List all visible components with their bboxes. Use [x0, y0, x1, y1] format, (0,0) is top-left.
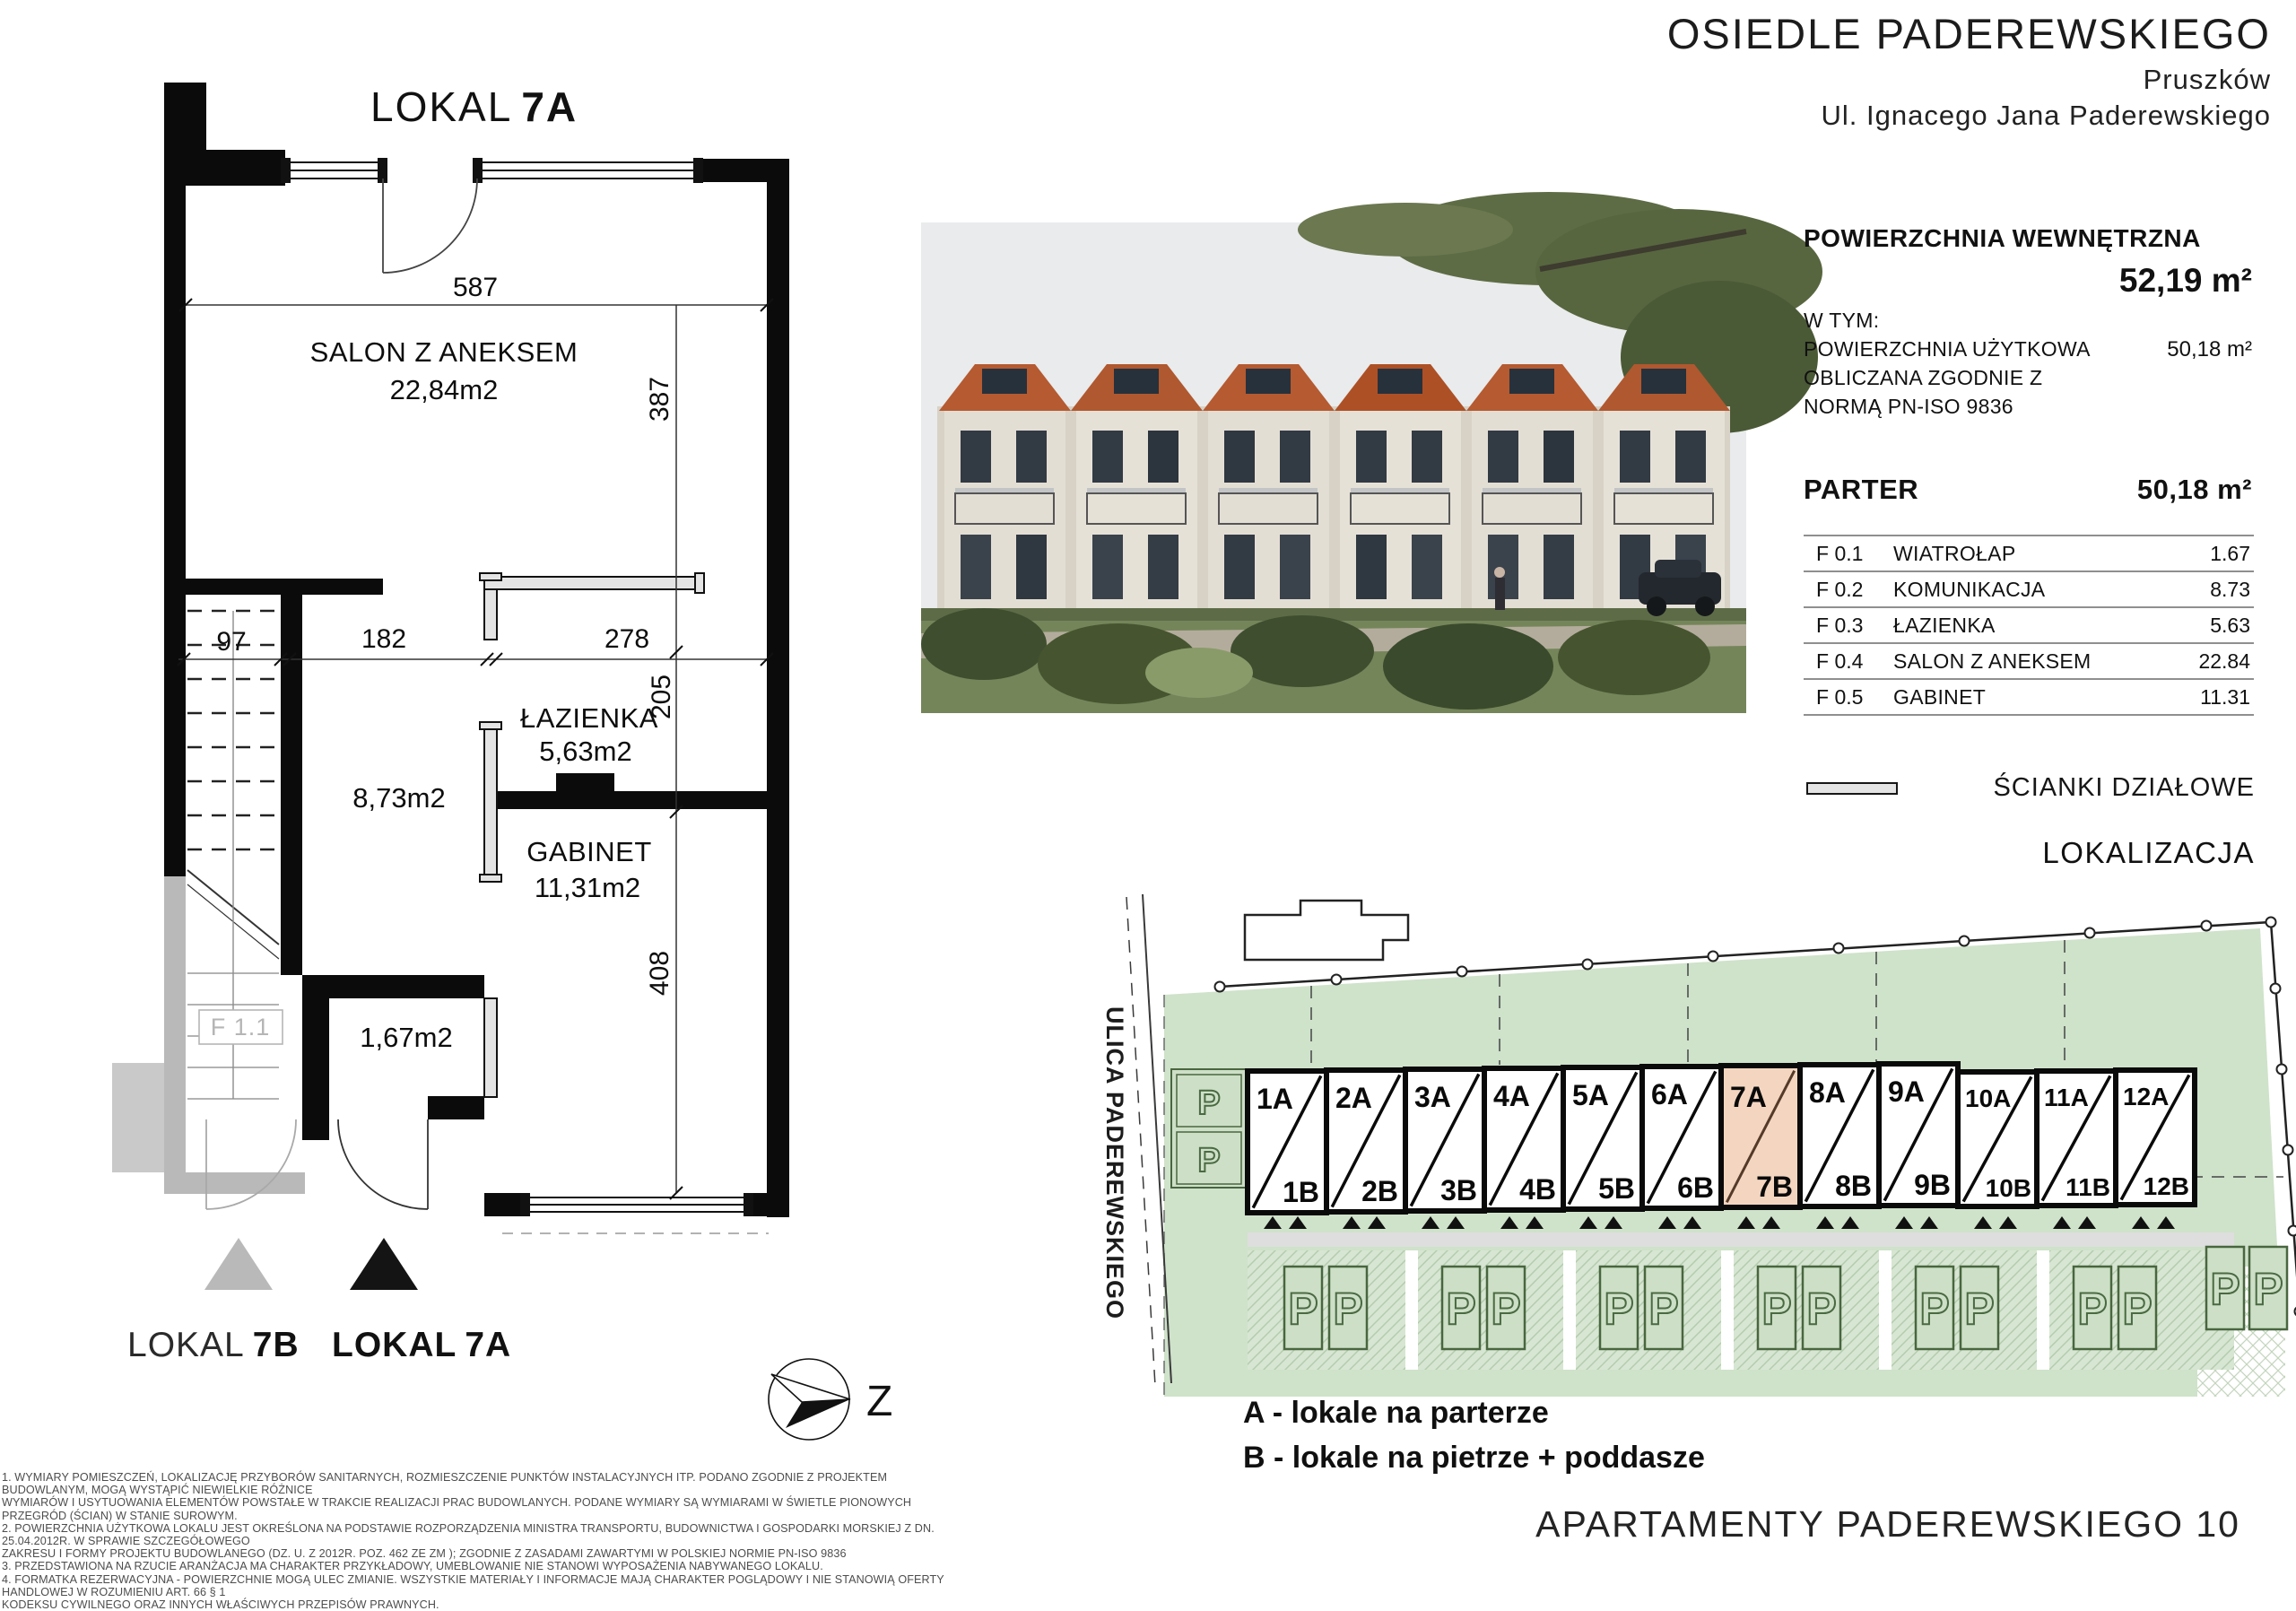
entry-door-7a — [338, 1119, 428, 1209]
street-name-label: ULICA PADEREWSKIEGO — [1101, 1006, 1128, 1319]
parking-p: P — [1288, 1284, 1318, 1334]
site-unit-9 — [1879, 1064, 1958, 1229]
site-unit-8 — [1800, 1065, 1879, 1229]
svg-text:11A: 11A — [2044, 1084, 2089, 1111]
komunikacja-area-label: 8,73m2 — [352, 782, 445, 814]
salon-area-label: 22,84m2 — [390, 374, 499, 405]
svg-text:12B: 12B — [2144, 1172, 2189, 1200]
legal-disclaimer: 1. WYMIARY POMIESZCZEŃ, LOKALIZACJĘ PRZYBORÓW SANITARNYCH, ROZMIESZCZENIE PUNKTÓW INSTALACYJNYCH ITP. PODANO ZGODNIE Z PROJEKTEM BUDOWLANYM, MOGĄ WYSTĄPIĆ NIEWIELKIE RÓŻNICE WYMIARÓW I USYTUOWANIA ELEMENTÓW POWSTAŁE W TRAKCIE REALIZACJI PRAC BUDOWLANYCH. PODANE WYMIARY SĄ WYMIARAMI W ŚWIETLE PIONOWYCH PRZEGRÓD (ŚCIAN) W STANIE SUROWYM. 2. POWIERZCHNIA UŻYTKOWA LOKALU JEST OKREŚLONA NA PODSTAWIE ROZPORZĄDZENIA MINISTRA TRANSPORTU, BUDOWNICTWA I GOSPODARKI MORSKIEJ Z DN. 25.04.2012R. W SPRAWIE SZCZEGÓŁOWEGO ZAKRESU I FORMY PROJEKTU BUDOWLANEGO (DZ. U. Z 2012R. POZ. 462 ZE ZM ); ZGODNIE Z ZASADAMI ZAWARTYMI W POLSKIEJ NORMIE PN-ISO 9836 3. PRZEDSTAWIONA NA RZUCIE ARANŻACJA MA CHARAKTER PRZYKŁADOWY, UMEBLOWANIE NIE STANOWI WYPOSAŻENIA NABYWANEGO LOKALU. 4. FORMATKA REZERWACYJNA - POWIERZCHNIE MOGĄ ULEC ZMIANIE. WSZYSTKIE MATERIAŁY I INFORMACJE MAJĄ CHARAKTER POGLĄDOWY I NIE STANOWIĄ OFERTY HANDLOWEJ W ROZUMIENIU ART. 66 § 1 KODEKSU CYWILNEGO ORAZ INNYCH WŁAŚCIWYCH PRZEPISÓW PRAWNYCH. — [2, 1471, 970, 1611]
siteplan-legend-b: B - lokale na pietrze + poddasze — [1243, 1441, 1705, 1475]
siteplan-map — [1085, 881, 2296, 1491]
parking-p: P — [1491, 1284, 1520, 1334]
dim-587 — [179, 273, 773, 311]
site-unit-2 — [1326, 1070, 1405, 1229]
room-value: 1.67 — [2155, 542, 2254, 566]
room-value: 5.63 — [2155, 614, 2254, 638]
compass-label: Z — [866, 1378, 892, 1425]
parking-p: P — [2210, 1264, 2239, 1314]
door-top — [383, 179, 477, 273]
parking-p: P — [1919, 1284, 1949, 1334]
floorplan-title-unit: 7A — [521, 83, 578, 130]
north-arrow-compass — [761, 1347, 922, 1455]
table-row — [1804, 680, 2254, 716]
estate-city: Pruszków — [1667, 64, 2271, 96]
room-code: F 0.1 — [1804, 542, 1886, 566]
dim-salon-height: 387 — [645, 377, 674, 422]
table-row — [1804, 644, 2254, 680]
table-row — [1804, 536, 2254, 572]
window-band — [282, 159, 702, 182]
svg-text:12A: 12A — [2123, 1083, 2169, 1110]
site-unit-3 — [1405, 1069, 1484, 1229]
neighbor-unit-tag — [199, 1010, 283, 1044]
site-unit-12 — [2116, 1070, 2195, 1229]
parking-p: P — [1197, 1084, 1220, 1122]
triangle-7b — [204, 1238, 273, 1290]
gabinet-area-label: 11,31m2 — [535, 872, 640, 903]
svg-text:1A: 1A — [1257, 1083, 1293, 1115]
svg-text:11B: 11B — [2066, 1173, 2110, 1201]
floor-value: 50,18 m² — [2137, 474, 2252, 506]
legend-lokal-7b: LOKAL 7B — [127, 1326, 300, 1365]
svg-text:8B: 8B — [1835, 1170, 1872, 1202]
site-unit-5 — [1563, 1067, 1642, 1229]
terrace-door — [502, 1194, 769, 1233]
dim-stairs-width: 97 — [216, 627, 246, 657]
room-name: SALON Z ANEKSEM — [1886, 649, 2155, 674]
room-code: F 0.3 — [1804, 614, 1886, 638]
floor-title: PARTER — [1804, 474, 1918, 506]
floor-summary-row — [1804, 474, 2252, 506]
site-unit-11 — [2037, 1071, 2116, 1229]
svg-text:6A: 6A — [1651, 1078, 1688, 1110]
neighbor-building-outline — [1245, 901, 1408, 960]
svg-text:4A: 4A — [1493, 1080, 1530, 1112]
table-row — [1804, 608, 2254, 644]
dim-chain-vertical — [645, 305, 683, 1199]
floorplan-title-word: LOKAL — [370, 83, 512, 130]
svg-text:3A: 3A — [1414, 1081, 1451, 1113]
partition-walls — [480, 573, 704, 1097]
parking-p: P — [2122, 1284, 2152, 1334]
room-value: 11.31 — [2155, 685, 2254, 710]
parking-p: P — [2253, 1264, 2283, 1314]
entry-door-7b — [206, 1119, 296, 1209]
room-area-table — [1804, 535, 2254, 716]
room-name: ŁAZIENKA — [1886, 614, 2155, 638]
site-unit-7-highlighted — [1721, 1066, 1800, 1229]
building-render-photo — [921, 222, 1746, 713]
svg-text:6B: 6B — [1677, 1171, 1714, 1204]
gabinet-name-label: GABINET — [526, 836, 652, 867]
partition-wall-label: ŚCIANKI DZIAŁOWE — [1898, 773, 2255, 803]
dim-komunikacja-width: 182 — [361, 624, 406, 654]
parking-p: P — [1806, 1284, 1836, 1334]
internal-area-title: POWIERZCHNIA WEWNĘTRZNA — [1804, 224, 2274, 253]
room-name: WIATROŁAP — [1886, 542, 2155, 566]
site-unit-10 — [1958, 1072, 2037, 1229]
neighbor-unit-label: F 1.1 — [211, 1014, 271, 1041]
legend-lokal-7a: LOKAL 7A — [332, 1326, 511, 1365]
room-value: 22.84 — [2155, 649, 2254, 674]
site-unit-4 — [1484, 1068, 1563, 1229]
svg-text:3B: 3B — [1440, 1174, 1477, 1206]
including-label: W TYM: — [1804, 309, 1879, 333]
estate-street: Ul. Ignacego Jana Paderewskiego — [1667, 100, 2271, 132]
room-code: F 0.2 — [1804, 578, 1886, 602]
site-unit-6 — [1642, 1067, 1721, 1229]
usable-area-label: POWIERZCHNIA UŻYTKOWA — [1804, 337, 2091, 361]
room-name: KOMUNIKACJA — [1886, 578, 2155, 602]
dim-gabinet-height: 408 — [645, 951, 674, 996]
siteplan-legend-a: A - lokale na parterze — [1243, 1396, 1549, 1430]
parking-p: P — [1761, 1284, 1791, 1334]
svg-text:10A: 10A — [1965, 1084, 2011, 1112]
usable-area-value: 50,18 m² — [2167, 337, 2252, 362]
partition-wall-swatch — [1806, 782, 1898, 795]
lazienka-area-label: 5,63m2 — [539, 736, 631, 767]
header — [1667, 9, 2271, 132]
internal-area-value: 52,19 m² — [1804, 262, 2252, 300]
room-name: GABINET — [1886, 685, 2155, 710]
svg-text:2B: 2B — [1361, 1175, 1398, 1207]
svg-text:8A: 8A — [1809, 1076, 1846, 1109]
usable-area-line2: OBLICZANA ZGODNIE Z — [1804, 366, 2042, 390]
parking-p: P — [1197, 1142, 1220, 1180]
room-code: F 0.4 — [1804, 649, 1886, 674]
svg-text:9A: 9A — [1888, 1075, 1925, 1108]
svg-text:9B: 9B — [1914, 1169, 1951, 1201]
parking-p: P — [1333, 1284, 1362, 1334]
wiatrolap-area-label: 1,67m2 — [360, 1022, 452, 1053]
project-name: APARTAMENTY PADEREWSKIEGO 10 — [1535, 1503, 2240, 1546]
table-row — [1804, 572, 2254, 608]
site-unit-1 — [1248, 1071, 1326, 1229]
dim-top-width: 587 — [453, 273, 498, 302]
svg-text:7B: 7B — [1756, 1171, 1793, 1203]
estate-title: OSIEDLE PADEREWSKIEGO — [1667, 9, 2271, 58]
floorplan-drawing — [85, 76, 803, 1247]
svg-text:2A: 2A — [1335, 1082, 1372, 1114]
dim-lazienka-height: 205 — [647, 675, 676, 719]
unit-row — [1248, 1064, 2195, 1229]
parking-p: P — [2077, 1284, 2107, 1334]
svg-text:1B: 1B — [1283, 1176, 1319, 1208]
location-title: LOKALIZACJA — [1804, 836, 2255, 870]
salon-name-label: SALON Z ANEKSEM — [310, 336, 578, 368]
parking-p: P — [1446, 1284, 1475, 1334]
usable-area-row — [1804, 337, 2252, 362]
lazienka-name-label: ŁAZIENKA — [520, 702, 658, 734]
parking-p: P — [1604, 1284, 1633, 1334]
partition-wall-legend — [1806, 773, 2255, 803]
room-value: 8.73 — [2155, 578, 2254, 602]
room-code: F 0.5 — [1804, 685, 1886, 710]
parking-p: P — [1648, 1284, 1678, 1334]
walkway — [1248, 1232, 2234, 1247]
dim-lazienka-width: 278 — [604, 624, 649, 654]
svg-text:4B: 4B — [1519, 1173, 1556, 1206]
svg-text:7A: 7A — [1730, 1081, 1767, 1113]
parking-p: P — [1964, 1284, 1994, 1334]
svg-text:5B: 5B — [1598, 1172, 1635, 1205]
svg-text:10B: 10B — [1986, 1174, 2031, 1202]
usable-area-line3: NORMĄ PN-ISO 9836 — [1804, 395, 2013, 419]
svg-text:5A: 5A — [1572, 1079, 1609, 1111]
triangle-7a — [350, 1238, 418, 1290]
